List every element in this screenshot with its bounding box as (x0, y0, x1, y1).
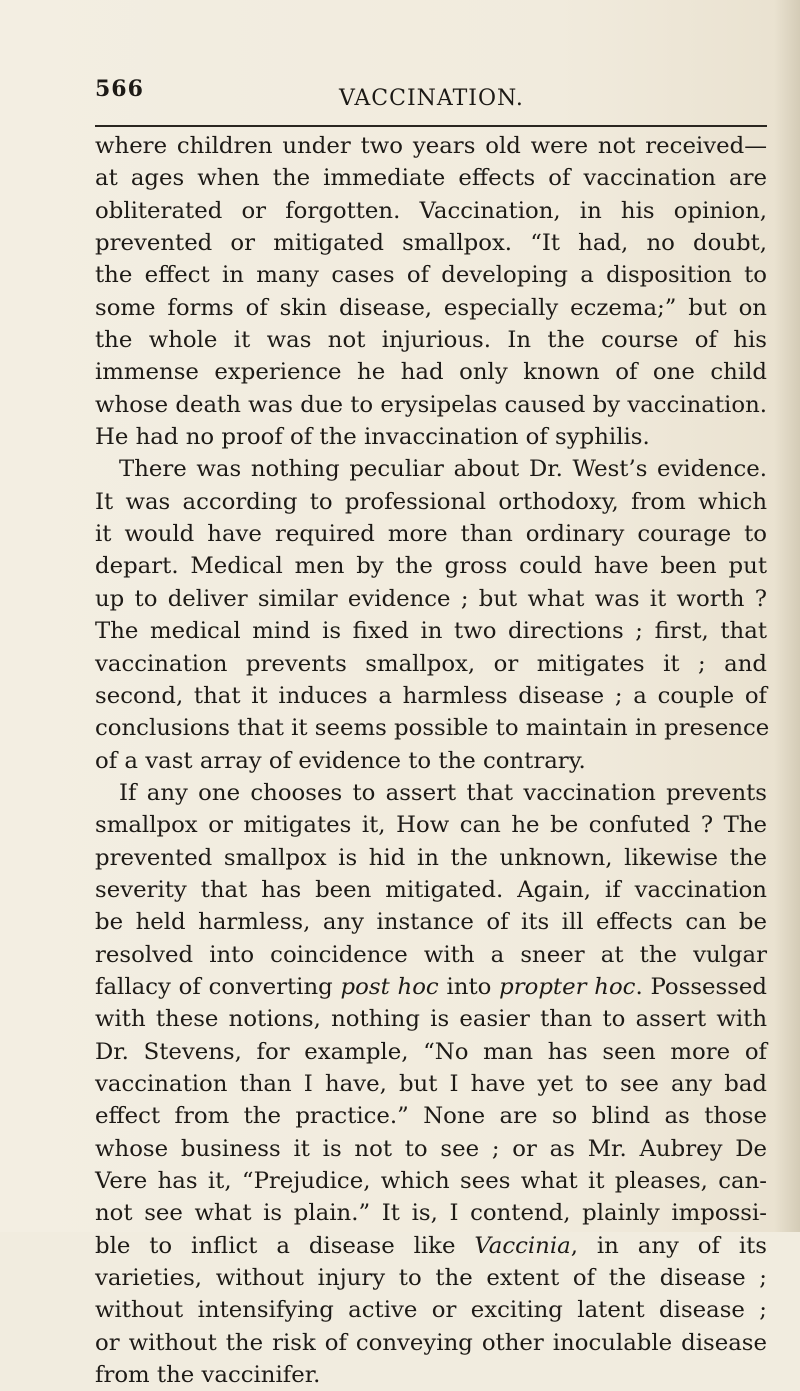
text-line: up to deliver similar evidence ; but what was it worth ? (95, 585, 767, 612)
text-line: where children under two years old were not received— (95, 133, 767, 159)
text-line: effect from the practice.” None are so blind as those (95, 1103, 767, 1130)
text-line: with these notions, nothing is easier than to assert with (95, 1006, 767, 1033)
text-line: vaccination than I have, but I have yet to see any bad (95, 1070, 767, 1097)
text-line: or without the risk of conveying other inoculable disease (95, 1329, 767, 1356)
running-title: VACCINATION. (339, 86, 524, 111)
body-text (95, 130, 770, 1391)
text-line: of a vast array of evidence to the contrary. (95, 747, 586, 774)
italic-phrase: propter hoc (499, 973, 636, 1000)
text-run: fallacy of converting (95, 973, 341, 1000)
text-line: If any one chooses to assert that vaccination prevents (119, 779, 767, 806)
text-line: second, that it induces a harmless disease ; a couple of (95, 682, 767, 709)
text-line: whose business it is not to see ; or as Mr. Aubrey De (95, 1135, 767, 1162)
text-line: without intensifying active or exciting latent disease ; (95, 1297, 767, 1324)
text-line: not see what is plain.” It is, I contend, plainly impossi- (95, 1200, 767, 1227)
text-line: from the vaccinifer. (95, 1362, 321, 1389)
text-line: some forms of skin disease, especially eczema;” but on (95, 294, 767, 321)
text-run: ble to inflict a disease like (95, 1232, 475, 1259)
page-number: 566 (95, 76, 144, 102)
text-line: whose death was due to erysipelas caused by vaccination. (95, 391, 767, 418)
text-line: There was nothing peculiar about Dr. West’s evidence. (119, 456, 767, 483)
text-run: , in any of its (570, 1232, 767, 1259)
text-line: the effect in many cases of developing a disposition to (95, 262, 767, 289)
text-line: The medical mind is fixed in two directions ; first, that (95, 618, 767, 645)
text-line: conclusions that it seems possible to maintain in presence (95, 715, 770, 742)
text-line-with-italics (95, 1230, 767, 1262)
text-line: it would have required more than ordinary courage to (95, 521, 767, 548)
text-line: the whole it was not injurious. In the course of his (95, 327, 767, 354)
text-line: depart. Medical men by the gross could have been put (95, 553, 767, 580)
italic-phrase: Vaccinia (474, 1232, 571, 1259)
header-rule (95, 125, 767, 127)
text-line: vaccination prevents smallpox, or mitigates it ; and (95, 650, 767, 677)
page-header (95, 72, 705, 116)
text-line: varieties, without injury to the extent of the disease ; (95, 1265, 767, 1292)
text-run: into (438, 973, 500, 1000)
text-line: severity that has been mitigated. Again, if vaccination (95, 876, 767, 903)
text-line: immense experience he had only known of one child (95, 359, 767, 386)
text-line: Dr. Stevens, for example, “No man has seen more of (95, 1038, 767, 1065)
page-edge-shadow (774, 0, 800, 1232)
text-line: at ages when the immediate effects of vaccination are (95, 165, 767, 192)
text-line: prevented or mitigated smallpox. “It had, no doubt, (95, 230, 767, 257)
text-line: resolved into coincidence with a sneer at the vulgar (95, 941, 767, 968)
text-line: obliterated or forgotten. Vaccination, in his opinion, (95, 197, 767, 224)
text-line: Vere has it, “Prejudice, which sees what it pleases, can- (95, 1168, 767, 1194)
text-line: be held harmless, any instance of its ill effects can be (95, 909, 767, 936)
text-line: smallpox or mitigates it, How can he be confuted ? The (95, 812, 767, 839)
text-line-with-italics (95, 971, 767, 1003)
text-line: It was according to professional orthodoxy, from which (95, 488, 767, 515)
text-line: He had no proof of the invaccination of syphilis. (95, 424, 650, 451)
text-run: . Possessed (635, 973, 767, 1000)
italic-phrase: post hoc (340, 973, 439, 1000)
text-line: prevented smallpox is hid in the unknown, likewise the (95, 844, 767, 871)
